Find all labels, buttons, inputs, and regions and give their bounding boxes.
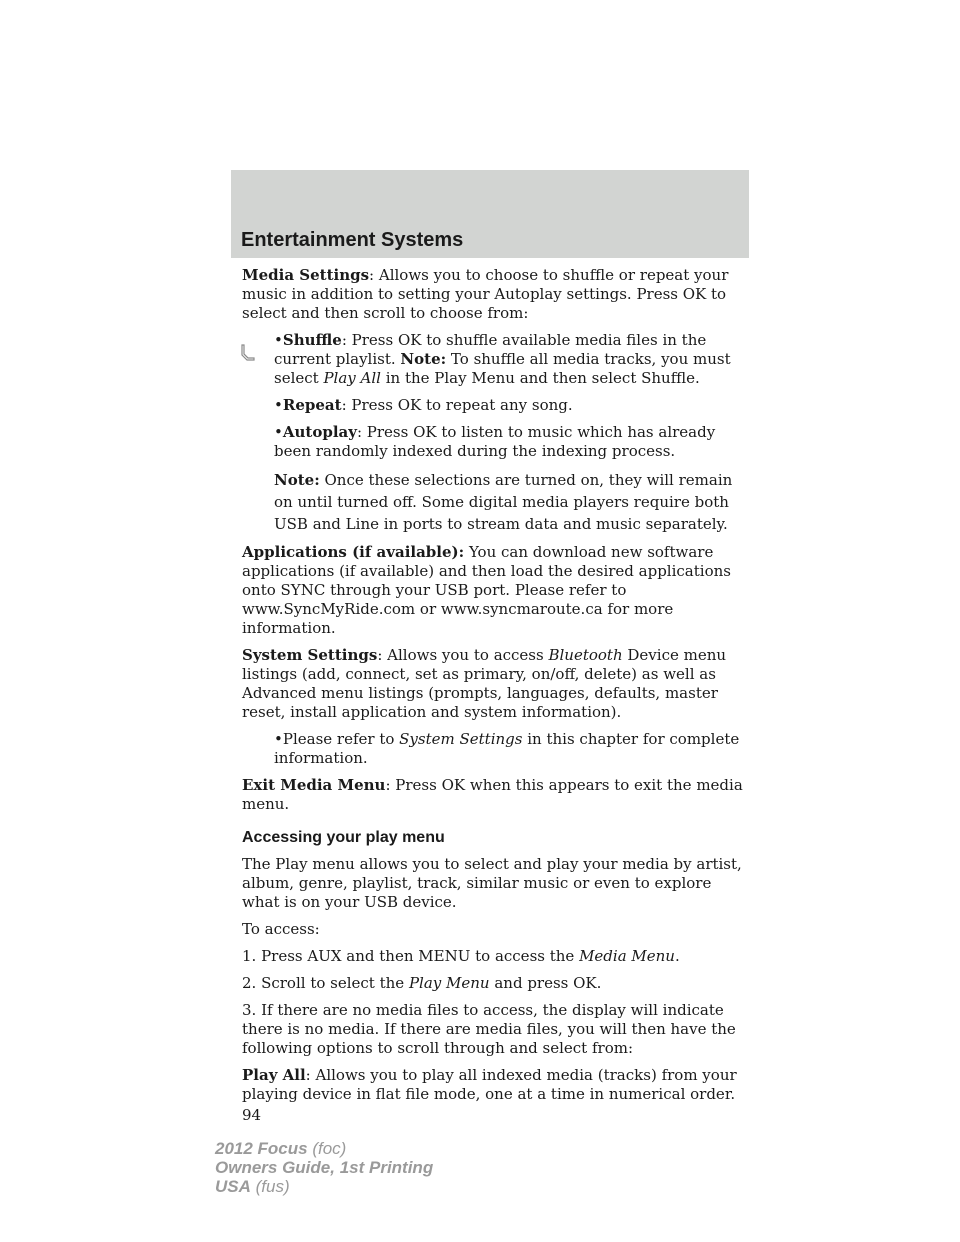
play-all-term: Play All xyxy=(242,1066,306,1084)
autoplay-term: Autoplay xyxy=(282,423,357,441)
repeat-bullet: •Repeat: Press OK to repeat any song. xyxy=(274,396,573,414)
media-settings-term: Media Settings xyxy=(242,266,370,284)
step-2 xyxy=(242,974,752,993)
repeat-text: : Press OK to repeat any song. xyxy=(341,396,573,414)
shuffle-note-tail: in the Play Menu and then select Shuffle. xyxy=(380,369,700,387)
footer-model: 2012 Focus xyxy=(215,1139,308,1158)
applications-text: You can download new software applications (if available) and then load the desired applications onto SYNC through your USB port. Please refer to www.SyncMyRide.com or www.syncmaroute.ca for more information. xyxy=(242,543,731,637)
exit-term: Exit Media Menu xyxy=(242,776,386,794)
system-settings-refer-bullet: •Please refer to System Settings in this chapter for complete information. xyxy=(274,730,740,767)
play-menu-intro: The Play menu allows you to select and play your media by artist, album, genre, playlist, track, similar music or even to explore what is on your USB device. xyxy=(242,855,742,911)
note-label: Note: xyxy=(274,471,320,489)
note-paragraph xyxy=(274,469,752,535)
system-settings-ref: System Settings xyxy=(399,730,523,748)
play-menu-heading: Accessing your play menu xyxy=(242,829,445,846)
footer-model-code: (foc) xyxy=(307,1139,347,1158)
section-header-band xyxy=(231,170,749,258)
step-2-tail: and press OK. xyxy=(489,974,602,992)
note-text: Once these selections are turned on, they will remain on until turned off. Some digital media players require both USB and Line in ports to stream data and music separately. xyxy=(274,471,733,533)
step-1 xyxy=(242,947,752,966)
print-footer xyxy=(215,1139,433,1196)
play-all-paragraph xyxy=(242,1066,752,1104)
to-access-label: To access: xyxy=(242,920,320,938)
play-all-ref: Play All xyxy=(323,369,381,387)
shuffle-note-text: To shuffle all media tracks, you must select xyxy=(274,350,731,387)
applications-term: Applications (if available): xyxy=(242,543,465,561)
repeat-term: Repeat xyxy=(282,396,342,414)
footer-line-1 xyxy=(215,1139,433,1158)
footer-market-code: (fus) xyxy=(250,1177,290,1196)
step-1-tail: . xyxy=(674,947,680,965)
pencil-note-icon xyxy=(240,344,256,362)
play-menu-ref: Play Menu xyxy=(408,974,490,992)
exit-media-menu-paragraph xyxy=(242,776,752,814)
footer-line-2 xyxy=(215,1158,433,1177)
shuffle-term: Shuffle xyxy=(282,331,342,349)
system-settings-text-2: Device menu listings (add, connect, set as primary, on/off, delete) as well as Advanced menu listings (prompts, languages, defaults, master reset, install application and system information). xyxy=(242,646,727,721)
step-3: 3. If there are no media files to access, the display will indicate there is no media. If there are media files, you will then have the following options to scroll through and select from: xyxy=(242,1001,736,1057)
system-settings-paragraph xyxy=(242,646,752,722)
media-menu-ref: Media Menu xyxy=(579,947,675,965)
page-number: 94 xyxy=(242,1106,262,1124)
play-all-text: : Allows you to play all indexed media (tracks) from your playing device in flat file mode, one at a time in numerical order. xyxy=(242,1066,737,1103)
bluetooth-ref: Bluetooth xyxy=(548,646,623,664)
refer-text-2: in this chapter for complete information. xyxy=(274,730,740,767)
media-settings-paragraph xyxy=(242,266,752,323)
autoplay-bullet: •Autoplay: Press OK to listen to music which has already been randomly indexed during the indexing process. xyxy=(274,423,716,460)
system-settings-text: : Allows you to access xyxy=(377,646,549,664)
refer-text: Please refer to xyxy=(282,730,400,748)
shuffle-bullet: •Shuffle: Press OK to shuffle available media files in the current playlist. Note: To shuffle all media tracks, you must select Play All in the Play Menu and then select Shuffle. xyxy=(274,331,731,387)
shuffle-note-label: Note: xyxy=(400,350,447,368)
shuffle-text: : Press OK to shuffle available media files in the current playlist. xyxy=(274,331,707,368)
footer-line-3 xyxy=(215,1177,433,1196)
applications-paragraph xyxy=(242,543,752,638)
system-settings-term: System Settings xyxy=(242,646,378,664)
exit-text: : Press OK when this appears to exit the media menu. xyxy=(242,776,743,813)
step-2-text: 2. Scroll to select the xyxy=(242,974,409,992)
media-settings-text: : Allows you to choose to shuffle or repeat your music in addition to setting your Autoplay settings. Press OK to select and then scroll to choose from: xyxy=(242,266,729,322)
step-1-text: 1. Press AUX and then MENU to access the xyxy=(242,947,580,965)
footer-market: USA xyxy=(215,1177,251,1196)
page-content xyxy=(242,266,752,1125)
section-title: Entertainment Systems xyxy=(241,229,464,251)
autoplay-text: : Press OK to listen to music which has already been randomly indexed during the indexing process. xyxy=(274,423,716,460)
footer-printing: Owners Guide, 1st Printing xyxy=(215,1158,434,1177)
